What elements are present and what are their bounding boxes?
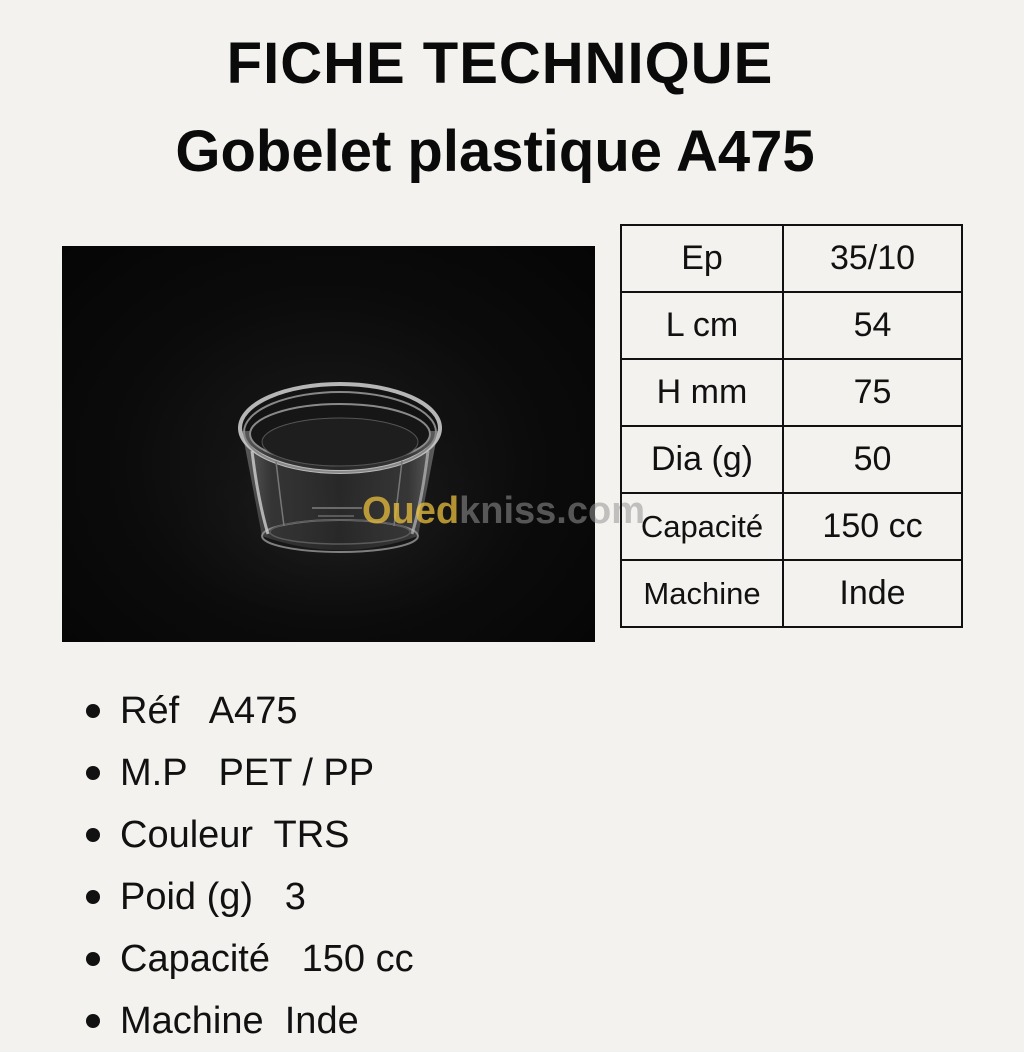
list-item — [82, 866, 414, 928]
bullet-icon — [86, 952, 100, 966]
list-item — [82, 680, 414, 742]
table-row — [621, 359, 962, 426]
list-item — [82, 928, 414, 990]
spec-bullet-list — [82, 680, 414, 1052]
table-row — [621, 292, 962, 359]
page-title: FICHE TECHNIQUE — [226, 31, 774, 96]
watermark-part2: kniss.com — [459, 490, 645, 532]
table-row — [621, 560, 962, 627]
spec-value: 150 cc — [783, 493, 962, 560]
bullet-icon — [86, 828, 100, 842]
table-row — [621, 493, 962, 560]
spec-label: Dia (g) — [621, 426, 783, 493]
bullet-icon — [86, 1014, 100, 1028]
spec-value: 50 — [783, 426, 962, 493]
bullet-icon — [86, 890, 100, 904]
spec-label: Capacité — [621, 493, 783, 560]
spec-value: Inde — [783, 560, 962, 627]
spec-value: 54 — [783, 292, 962, 359]
product-title: Gobelet plastique A475 — [175, 119, 815, 184]
list-item-text: Capacité 150 cc — [120, 938, 414, 980]
product-photo — [62, 246, 595, 642]
spec-value: 35/10 — [783, 225, 962, 292]
spec-label: H mm — [621, 359, 783, 426]
list-item-text: Couleur TRS — [120, 814, 350, 856]
list-item — [82, 804, 414, 866]
bullet-icon — [86, 704, 100, 718]
spec-label: Ep — [621, 225, 783, 292]
list-item-text: Réf A475 — [120, 690, 298, 732]
table-row — [621, 426, 962, 493]
watermark-part1: Oued — [362, 490, 460, 532]
list-item-text: M.P PET / PP — [120, 752, 375, 794]
bullet-icon — [86, 766, 100, 780]
spec-label: Machine — [621, 560, 783, 627]
list-item — [82, 990, 414, 1052]
list-item-text: Machine Inde — [120, 1000, 359, 1042]
spec-label: L cm — [621, 292, 783, 359]
list-item — [82, 742, 414, 804]
table-row — [621, 225, 962, 292]
spec-value: 75 — [783, 359, 962, 426]
list-item-text: Poid (g) 3 — [120, 876, 306, 918]
cup-image — [62, 246, 595, 642]
specs-table — [620, 224, 963, 628]
